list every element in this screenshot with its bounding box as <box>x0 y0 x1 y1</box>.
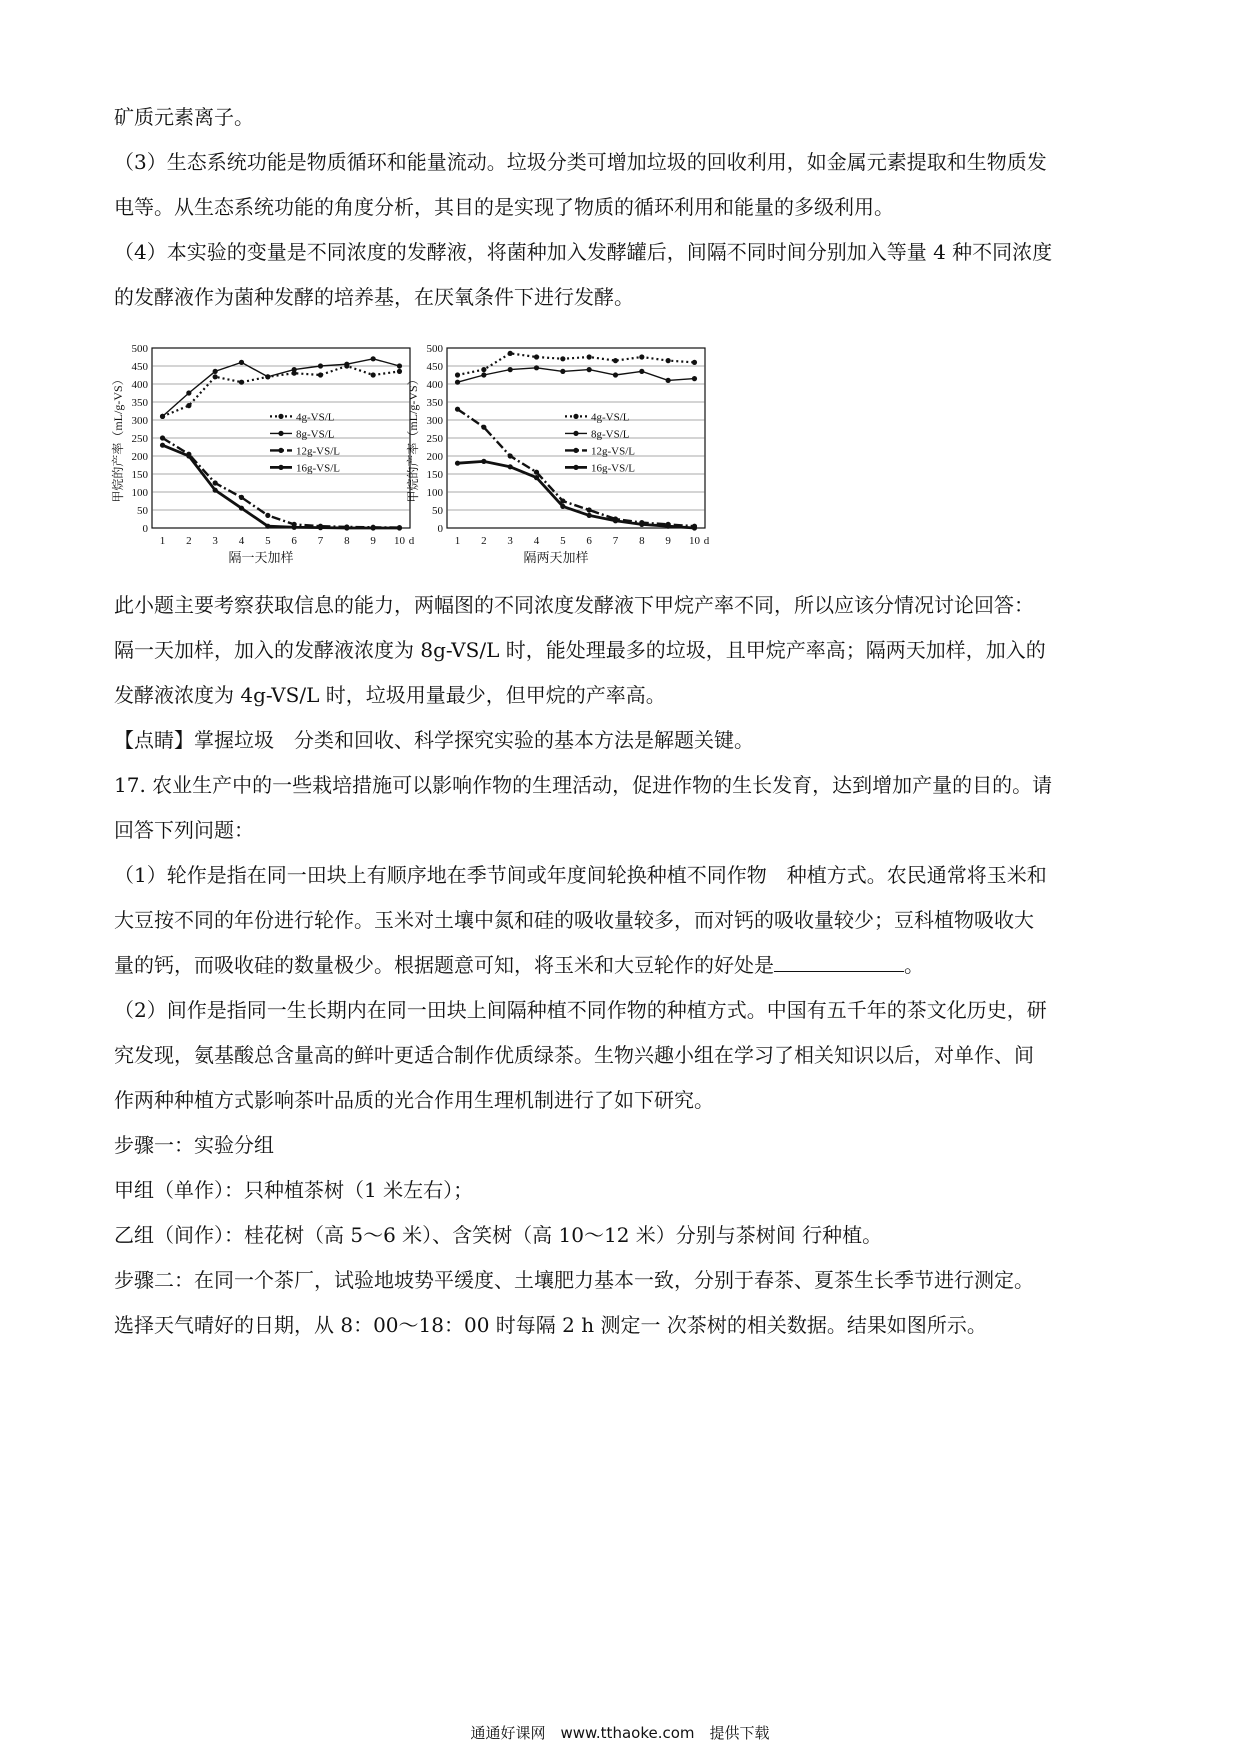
y-tick-label: 500 <box>426 343 443 355</box>
y-tick-label: 0 <box>142 523 148 535</box>
data-point <box>239 506 244 511</box>
legend-label: 8g-VS/L <box>591 428 630 441</box>
data-point <box>692 525 697 530</box>
x-tick-label: 1 <box>159 535 166 547</box>
data-point <box>344 525 349 530</box>
data-point <box>265 374 270 379</box>
y-tick-label: 150 <box>131 469 148 481</box>
data-point <box>481 372 486 377</box>
legend-marker <box>278 431 283 436</box>
y-tick-label: 100 <box>426 487 443 499</box>
page-footer: 通通好课网 www.tthaoke.com 提供下载 <box>470 1724 770 1742</box>
series-line <box>163 445 400 528</box>
legend-marker <box>278 465 283 470</box>
text-line: 电等。从生态系统功能的角度分析，其目的是实现了物质的循环利用和能量的多级利用。 <box>114 195 894 219</box>
legend-label: 4g-VS/L <box>296 411 335 424</box>
data-point <box>160 443 165 448</box>
text-line: 发酵液浓度为 4g-VS/L 时，垃圾用量最少，但甲烷的产率高。 <box>114 683 666 707</box>
x-tick-label: 2 <box>186 535 192 547</box>
data-point <box>318 525 323 530</box>
text-line <box>114 943 1134 988</box>
data-point <box>371 525 376 530</box>
x-tick-label: 6 <box>586 535 592 547</box>
data-point <box>318 372 323 377</box>
data-point <box>613 372 618 377</box>
data-point <box>666 358 671 363</box>
x-axis-label: 隔一天加样 <box>228 550 294 565</box>
data-point <box>186 390 191 395</box>
data-point <box>587 354 592 359</box>
data-point <box>666 378 671 383</box>
data-point <box>534 354 539 359</box>
x-tick-label: 10 <box>393 535 405 547</box>
data-point <box>508 453 513 458</box>
legend-marker <box>573 465 578 470</box>
data-point <box>560 369 565 374</box>
answer-text-bottom <box>114 583 1134 1348</box>
y-tick-label: 300 <box>131 415 148 427</box>
y-tick-label: 200 <box>131 451 148 463</box>
text-line: 大豆按不同的年份进行轮作。玉米对土壤中氮和硅的吸收量较多，而对钙的吸收量较少；豆科植物吸收大 <box>114 908 1034 932</box>
data-point <box>160 414 165 419</box>
data-point <box>455 461 460 466</box>
data-point <box>397 525 402 530</box>
data-point <box>666 524 671 529</box>
text-line: 甲组（单作）：只种植茶树（1 米左右）； <box>114 1178 474 1202</box>
y-tick-label: 350 <box>426 397 443 409</box>
y-tick-label: 0 <box>437 523 443 535</box>
data-point <box>508 367 513 372</box>
y-tick-label: 300 <box>426 415 443 427</box>
data-point <box>292 525 297 530</box>
text-line: （1）轮作是指在同一田块上有顺序地在季节间或年度间轮换种植不同作物 种植方式。农民通常将玉米和 <box>114 863 1047 887</box>
y-tick-label: 450 <box>131 361 148 373</box>
x-tick-label: 7 <box>612 535 619 547</box>
x-unit-label: d <box>408 535 415 547</box>
text-segment: 量的钙，而吸收硅的数量极少。根据题意可知，将玉米和大豆轮作的好处是 <box>114 953 774 977</box>
x-axis-label: 隔两天加样 <box>523 550 589 565</box>
data-point <box>265 513 270 518</box>
methane-yield-chart-1 <box>110 340 420 565</box>
y-tick-label: 350 <box>131 397 148 409</box>
text-line: 矿质元素离子。 <box>114 105 254 129</box>
data-point <box>455 380 460 385</box>
data-point <box>239 495 244 500</box>
data-point <box>186 453 191 458</box>
x-tick-label: 9 <box>665 535 671 547</box>
methane-yield-chart-2 <box>405 340 715 565</box>
legend-label: 16g-VS/L <box>296 462 340 475</box>
data-point <box>265 524 270 529</box>
x-unit-label: d <box>703 535 710 547</box>
series-line <box>458 368 695 382</box>
x-tick-label: 1 <box>454 535 461 547</box>
legend-label: 12g-VS/L <box>296 445 340 458</box>
x-tick-label: 8 <box>344 535 350 547</box>
data-point <box>481 425 486 430</box>
data-point <box>455 372 460 377</box>
data-point <box>534 365 539 370</box>
x-tick-label: 5 <box>265 535 271 547</box>
text-line: 步骤一：实验分组 <box>114 1133 274 1157</box>
text-line: 回答下列问题： <box>114 818 254 842</box>
data-point <box>239 360 244 365</box>
y-tick-label: 100 <box>131 487 148 499</box>
text-line: （2）间作是指同一生长期内在同一田块上间隔种植不同作物的种植方式。中国有五千年的茶文化历史，研 <box>114 998 1047 1022</box>
data-point <box>508 464 513 469</box>
data-point <box>371 372 376 377</box>
data-point <box>613 518 618 523</box>
data-point <box>587 367 592 372</box>
legend-marker <box>573 448 578 453</box>
series-line <box>458 461 695 528</box>
x-tick-label: 10 <box>688 535 700 547</box>
text-line: （3）生态系统功能是物质循环和能量流动。垃圾分类可增加垃圾的回收利用，如金属元素提取和生物质发 <box>114 150 1047 174</box>
y-tick-label: 250 <box>131 433 148 445</box>
tip-line: 【点睛】掌握垃圾 分类和回收、科学探究实验的基本方法是解题关键。 <box>114 728 754 752</box>
y-tick-label: 150 <box>426 469 443 481</box>
text-line: 作两种种植方式影响茶叶品质的光合作用生理机制进行了如下研究。 <box>114 1088 714 1112</box>
x-tick-label: 3 <box>507 535 513 547</box>
series-line <box>163 359 400 417</box>
data-point <box>344 362 349 367</box>
data-point <box>534 470 539 475</box>
y-tick-label: 50 <box>137 505 148 517</box>
y-tick-label: 50 <box>432 505 443 517</box>
y-tick-label: 400 <box>426 379 443 391</box>
data-point <box>560 356 565 361</box>
data-point <box>292 367 297 372</box>
text-line: （4）本实验的变量是不同浓度的发酵液，将菌种加入发酵罐后，间隔不同时间分别加入等量 4 种不同浓度 <box>114 240 1053 264</box>
legend-marker <box>278 414 283 419</box>
answer-text-top <box>114 95 1134 320</box>
x-tick-label: 3 <box>212 535 218 547</box>
data-point <box>587 513 592 518</box>
legend-label: 16g-VS/L <box>591 462 635 475</box>
data-point <box>639 354 644 359</box>
text-line: 的发酵液作为菌种发酵的培养基，在厌氧条件下进行发酵。 <box>114 285 634 309</box>
y-tick-label: 500 <box>131 343 148 355</box>
y-tick-label: 400 <box>131 379 148 391</box>
data-point <box>692 360 697 365</box>
data-point <box>587 507 592 512</box>
data-point <box>455 407 460 412</box>
data-point <box>481 367 486 372</box>
data-point <box>639 369 644 374</box>
data-point <box>560 504 565 509</box>
data-point <box>239 380 244 385</box>
data-point <box>213 488 218 493</box>
text-line: 隔一天加样，加入的发酵液浓度为 8g-VS/L 时，能处理最多的垃圾，且甲烷产率高；隔两天加样，加入的 <box>114 638 1046 662</box>
data-point <box>397 363 402 368</box>
text-line: 乙组（间作）：桂花树（高 5～6 米）、含笑树（高 10～12 米）分别与茶树间 行种植。 <box>114 1223 883 1247</box>
text-line: 步骤二：在同一个茶厂，试验地坡势平缓度、土壤肥力基本一致，分别于春茶、夏茶生长季节进行测定。 <box>114 1268 1034 1292</box>
x-tick-label: 4 <box>238 535 245 547</box>
x-tick-label: 7 <box>317 535 324 547</box>
y-axis-label: 甲烷的产率（mL/g-VS） <box>111 373 125 503</box>
data-point <box>692 376 697 381</box>
data-point <box>318 363 323 368</box>
data-point <box>213 374 218 379</box>
data-point <box>481 459 486 464</box>
text-segment: 。 <box>904 953 924 977</box>
data-point <box>160 435 165 440</box>
legend-label: 8g-VS/L <box>296 428 335 441</box>
legend-label: 4g-VS/L <box>591 411 630 424</box>
data-point <box>186 403 191 408</box>
x-tick-label: 8 <box>639 535 645 547</box>
data-point <box>213 480 218 485</box>
y-tick-label: 450 <box>426 361 443 373</box>
data-point <box>639 522 644 527</box>
legend-marker <box>573 431 578 436</box>
text-line: 选择天气晴好的日期，从 8：00～18：00 时每隔 2 h 测定一 次茶树的相关数据。结果如图所示。 <box>114 1313 987 1337</box>
chart-every-two-days <box>405 340 715 570</box>
y-tick-label: 250 <box>426 433 443 445</box>
y-tick-label: 200 <box>426 451 443 463</box>
chart-every-other-day <box>110 340 420 570</box>
legend-label: 12g-VS/L <box>591 445 635 458</box>
data-point <box>397 369 402 374</box>
text-line: 此小题主要考察获取信息的能力，两幅图的不同浓度发酵液下甲烷产率不同，所以应该分情况讨论回答： <box>114 593 1034 617</box>
x-tick-label: 4 <box>533 535 540 547</box>
data-point <box>613 358 618 363</box>
y-axis-label: 甲烷的产率（mL/g-VS） <box>406 373 420 503</box>
data-point <box>213 369 218 374</box>
data-point <box>508 351 513 356</box>
x-tick-label: 5 <box>560 535 566 547</box>
question-17-stem: 17. 农业生产中的一些栽培措施可以影响作物的生理活动，促进作物的生长发育，达到增加产量的目的。请 <box>114 773 1053 797</box>
legend-marker <box>278 448 283 453</box>
series-line <box>458 353 695 375</box>
text-line: 究发现，氨基酸总含量高的鲜叶更适合制作优质绿茶。生物兴趣小组在学习了相关知识以后，对单作、间 <box>114 1043 1034 1067</box>
legend-marker <box>573 414 578 419</box>
data-point <box>371 356 376 361</box>
x-tick-label: 9 <box>370 535 376 547</box>
x-tick-label: 2 <box>481 535 487 547</box>
answer-blank[interactable] <box>774 949 904 972</box>
x-tick-label: 6 <box>291 535 297 547</box>
data-point <box>534 475 539 480</box>
